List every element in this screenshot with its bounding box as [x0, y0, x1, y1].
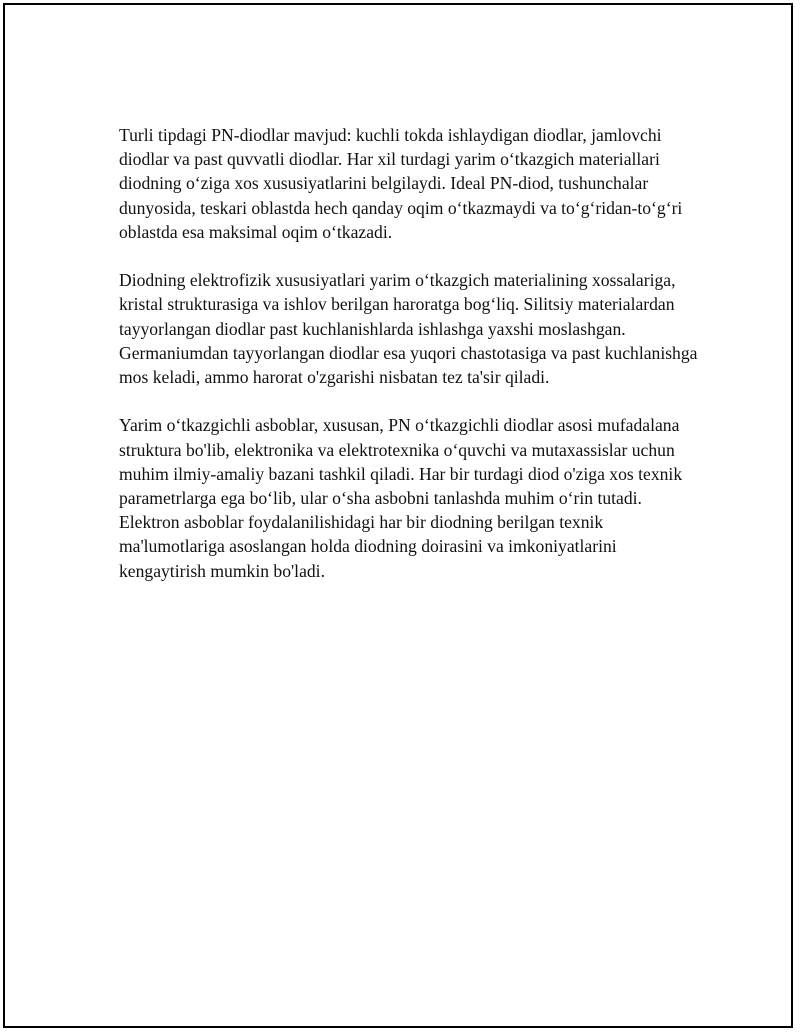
paragraph-2: Diodning elektrofizik xususiyatlari yarim o‘tkazgich materialining xossalariga, kristal strukturasiga va ishlov berilgan haroratga bog‘liq. Silitsiy materialardan tayyorlangan diodlar past kuchlanishlarda ishlashga yaxshi moslashgan. Germaniumdan tayyorlangan diodlar esa yuqori chastotasiga va past kuchlanishga mos keladi, ammo harorat o'zgarishi nisbatan tez ta'sir qiladi. [119, 270, 698, 388]
document-body [119, 123, 699, 607]
paragraph-3: Yarim o‘tkazgichli asboblar, xususan, PN o‘tkazgichli diodlar asosi mufadalana struktura bo'lib, elektronika va elektrotexnika o‘quvchi va mutaxassislar uchun muhim ilmiy-amaliy bazani tashkil qiladi. Har bir turdagi diod o'ziga xos texnik parametrlarga ega bo‘lib, ular o‘sha asbobni tanlashda muhim o‘rin tutadi. Elektron asboblar foydalanilishidagi har bir diodning berilgan texnik ma'lumotlariga asoslangan holda diodning doirasini va imkoniyatlarini kengaytirish mumkin bo'ladi. [119, 415, 683, 581]
paragraph-1: Turli tipdagi PN-diodlar mavjud: kuchli tokda ishlaydigan diodlar, jamlovchi diodlar va past quvvatli diodlar. Har xil turdagi yarim o‘tkazgich materiallari diodning o‘ziga xos xususiyatlarini belgilaydi. Ideal PN-diod, tushunchalar dunyosida, teskari oblastda hech qanday oqim o‘tkazmaydi va to‘g‘ridan-to‘g‘ri oblastda esa maksimal oqim o‘tkazadi. [119, 125, 683, 242]
document-page [3, 3, 793, 1028]
